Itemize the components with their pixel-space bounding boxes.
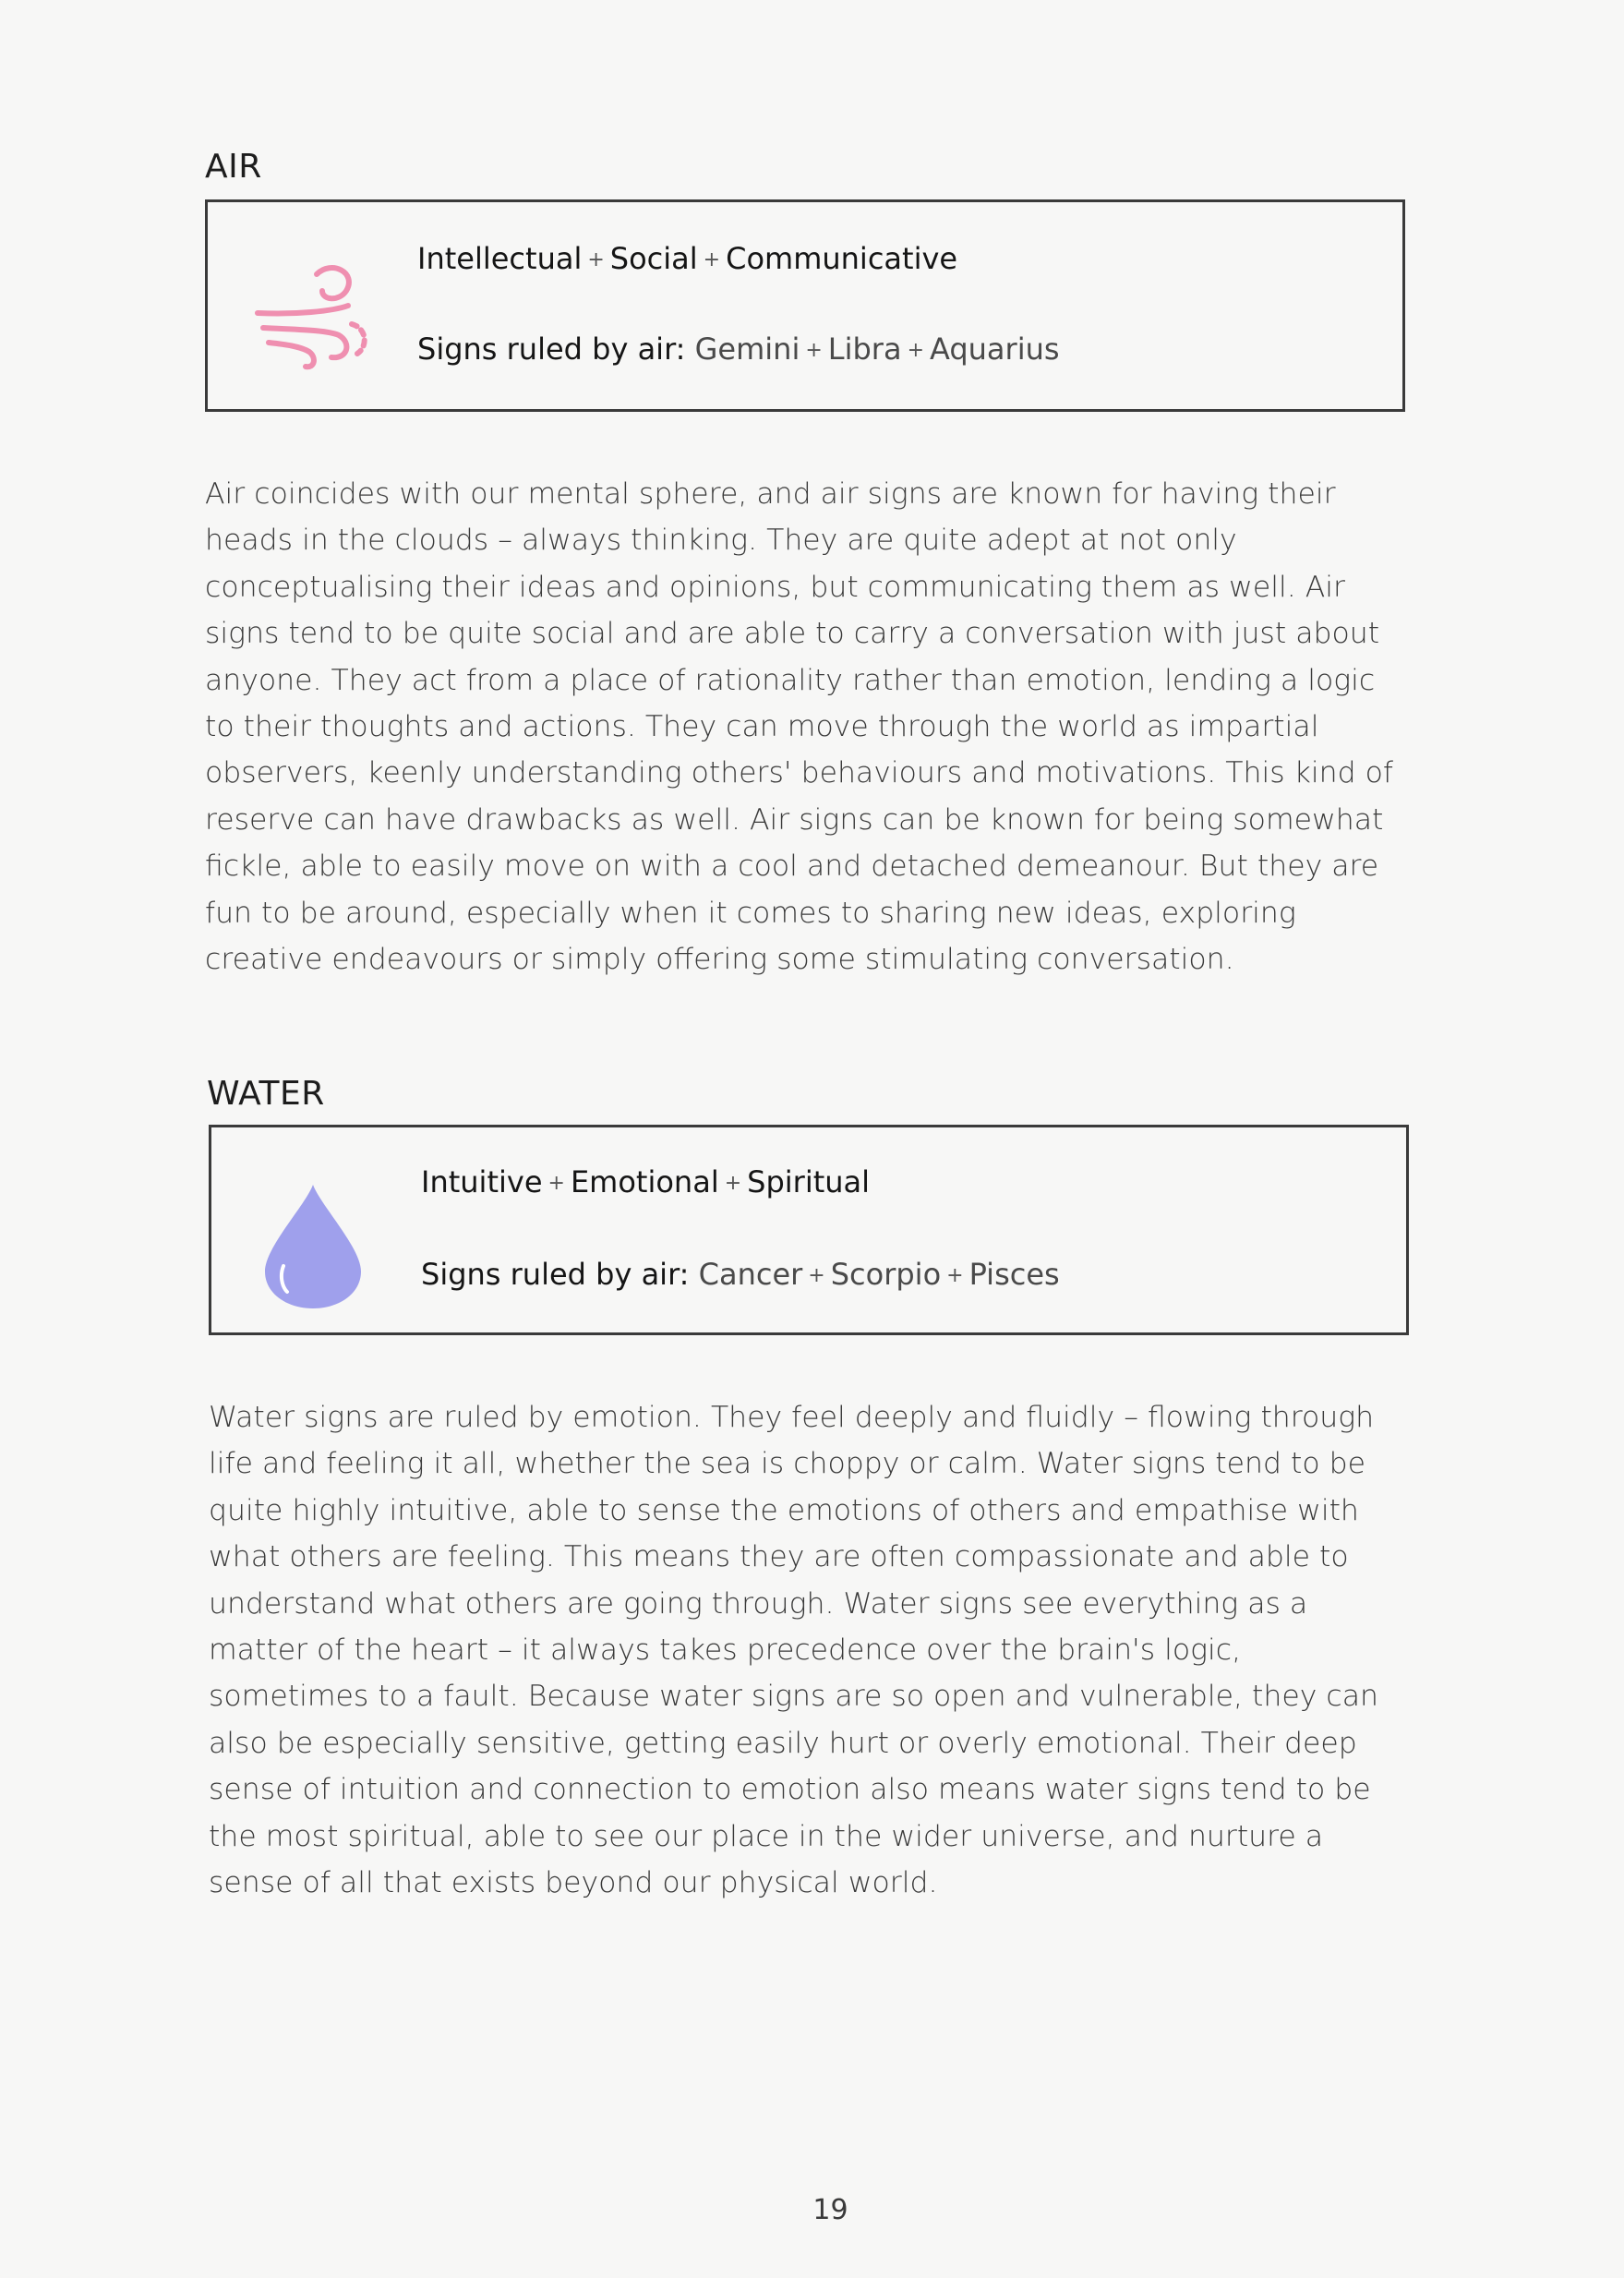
plus-separator: + [946,1264,964,1287]
water-signs [421,1257,1060,1292]
plus-separator: + [724,1172,742,1195]
air-signs-label: Signs ruled by air: [417,331,686,367]
plus-separator: + [547,1172,565,1195]
air-signs [417,331,1060,367]
plus-separator: + [587,248,605,271]
water-traits [421,1164,870,1199]
sign-gemini: Gemini [694,331,800,367]
water-info-box [209,1125,1409,1335]
air-paragraph: Air coincides with our mental sphere, and air signs are known for having their heads in the clouds – always thinking. They are quite adept at not only conceptualising their ideas and opinions, but communicating them as well. Air signs tend to be quite social and are able to carry a conversation with just about anyone. They act from a place of rationality rather than emotion, lending a logic to their thoughts and actions. They can move through the world as impartial observers, keenly understanding others' behaviours and motivations. This kind of reserve can have drawbacks as well. Air signs can be known for being somewhat fickle, able to easily move on with a cool and detached demeanour. But they are fun to be around, especially when it comes to sharing new ideas, exploring creative endeavours or simply offering some stimulating conversation. [205,477,1393,977]
trait-emotional: Emotional [570,1164,719,1199]
sign-pisces: Pisces [968,1257,1060,1292]
air-heading: AIR [205,148,262,186]
sign-scorpio: Scorpio [830,1257,942,1292]
trait-communicative: Communicative [726,241,958,276]
sign-libra: Libra [827,331,902,367]
water-signs-label: Signs ruled by air: [421,1257,690,1292]
wind-icon [248,247,378,380]
sign-cancer: Cancer [698,1257,803,1292]
plus-separator: + [703,248,721,271]
water-drop-icon [259,1179,370,1312]
plus-separator: + [808,1264,825,1287]
plus-separator: + [907,339,924,362]
water-heading: WATER [207,1075,325,1113]
water-paragraph: Water signs are ruled by emotion. They feel deeply and fluidly – flowing through life and feeling it all, whether the sea is choppy or calm. Water signs tend to be quite highly intuitive, able to sense the emotions of others and empathise with what others are feeling. This means they are often compassionate and able to understand what others are going through. Water signs see everything as a matter of the heart – it always takes precedence over the brain's logic, sometimes to a fault. Because water signs are so open and vulnerable, they can also be especially sensitive, getting easily hurt or overly emotional. Their deep sense of intuition and connection to emotion also means water signs tend to be the most spiritual, able to see our place in the wider universe, and nurture a sense of all that exists beyond our physical world. [209,1401,1378,1900]
trait-spiritual: Spiritual [747,1164,871,1199]
page-number: 19 [812,2194,848,2226]
air-info-box [205,199,1405,412]
trait-social: Social [609,241,698,276]
plus-separator: + [805,339,823,362]
trait-intuitive: Intuitive [421,1164,543,1199]
sign-aquarius: Aquarius [930,331,1060,367]
air-traits [417,241,957,276]
trait-intellectual: Intellectual [417,241,583,276]
